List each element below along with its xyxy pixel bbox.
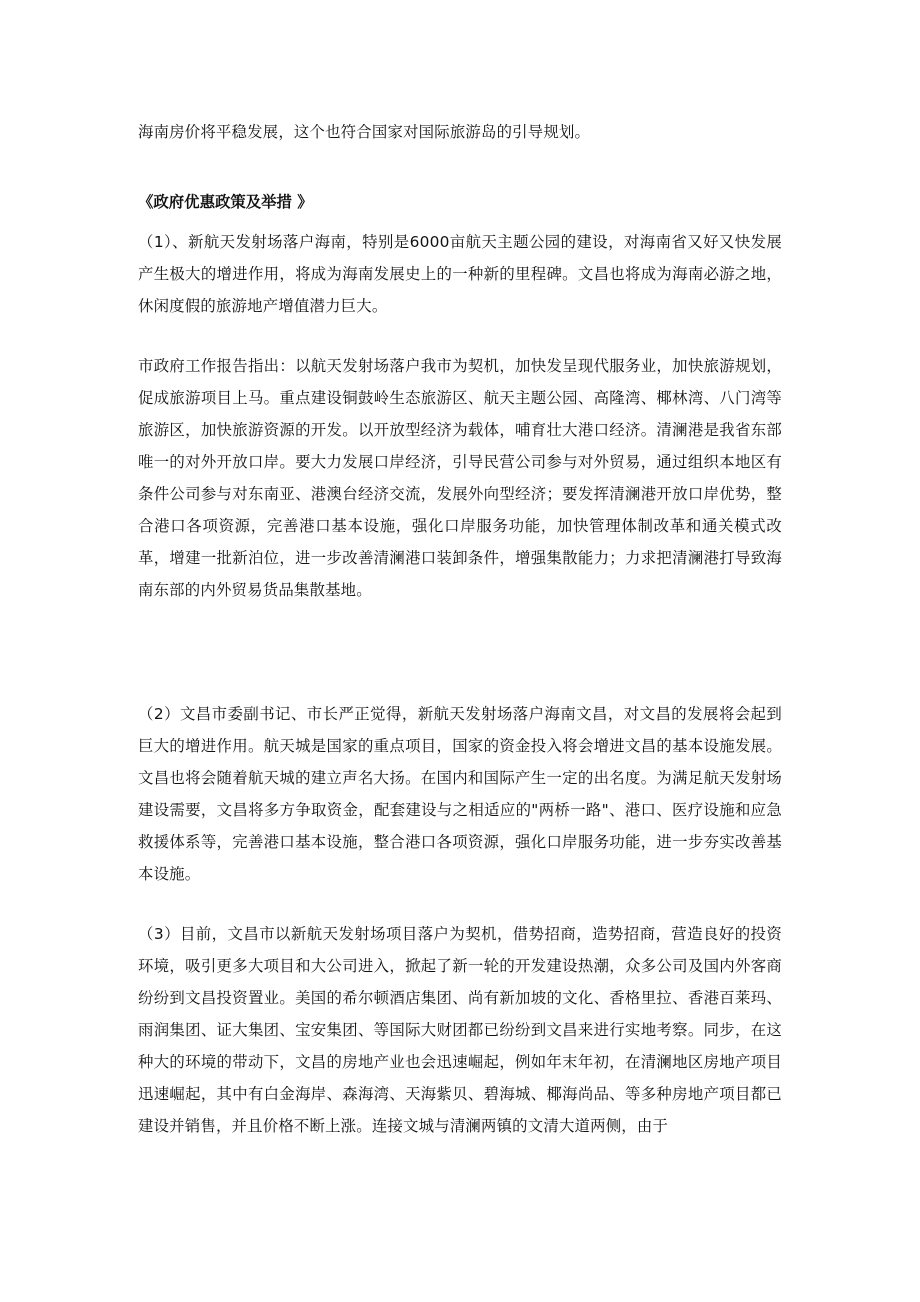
paragraph-4: （3）目前，文昌市以新航天发射场项目落户为契机，借势招商，造势招商，营造良好的投资环境，吸引更多大项目和大公司进入，掀起了新一轮的开发建设热潮，众多公司及国内外客商纷纷到文昌投资置业。美国的希尔顿酒店集团、尚有新加坡的文化、香格里拉、香港百莱玛、雨润集团、证大集团、宝安集团、等国际大财团都已纷纷到文昌来进行实地考察。同步，在这种大的环境的带动下，文昌的房地产业也会迅速崛起，例如年末年初，在清澜地区房地产项目迅速崛起，其中有白金海岸、森海湾、天海紫贝、碧海城、椰海尚品、等多种房地产项目都已建设并销售，并且价格不断上涨。连接文城与清澜两镇的文清大道两侧，由于 — [138, 925, 782, 1135]
section-title: 《政府优惠政策及举措 》 — [138, 193, 313, 211]
intro-paragraph: 海南房价将平稳发展，这个也符合国家对国际旅游岛的引导规划。 — [138, 123, 591, 141]
paragraph-3: （2）文昌市委副书记、市长严正觉得，新航天发射场落户海南文昌，对文昌的发展将会起到巨大的增进作用。航天城是国家的重点项目，国家的资金投入将会增进文昌的基本设施发展。文昌也将会随着航天城的建立声名大扬。在国内和国际产生一定的出名度。为满足航天发射场建设需要，文昌将多方争取资金，配套建设与之相适应的"两桥一路"、港口、医疗设施和应急救援体系等，完善港口基本设施，整合港口各项资源，强化口岸服务功能，进一步夯实改善基本设施。 — [138, 705, 782, 883]
paragraph-1: （1）、新航天发射场落户海南，特别是6000亩航天主题公园的建设，对海南省又好又快发展产生极大的增进作用，将成为海南发展史上的一种新的里程碑。文昌也将成为海南必游之地，休闲度假的旅游地产增值潜力巨大。 — [138, 233, 782, 315]
paragraph-2: 市政府工作报告指出：以航天发射场落户我市为契机，加快发呈现代服务业，加快旅游规划，促成旅游项目上马。重点建设铜鼓岭生态旅游区、航天主题公园、高隆湾、椰林湾、八门湾等旅游区，加快旅游资源的开发。以开放型经济为载体，哺育壮大港口经济。清澜港是我省东部唯一的对外开放口岸。要大力发展口岸经济，引导民营公司参与对外贸易，通过组织本地区有条件公司参与对东南亚、港澳台经济交流，发展外向型经济；要发挥清澜港开放口岸优势，整合港口各项资源，完善港口基本设施，强化口岸服务功能，加快管理体制改革和通关模式改革，增建一批新泊位，进一步改善清澜港口装卸条件，增强集散能力；力求把清澜港打导致海南东部的内外贸易货品集散基地。 — [138, 357, 782, 599]
